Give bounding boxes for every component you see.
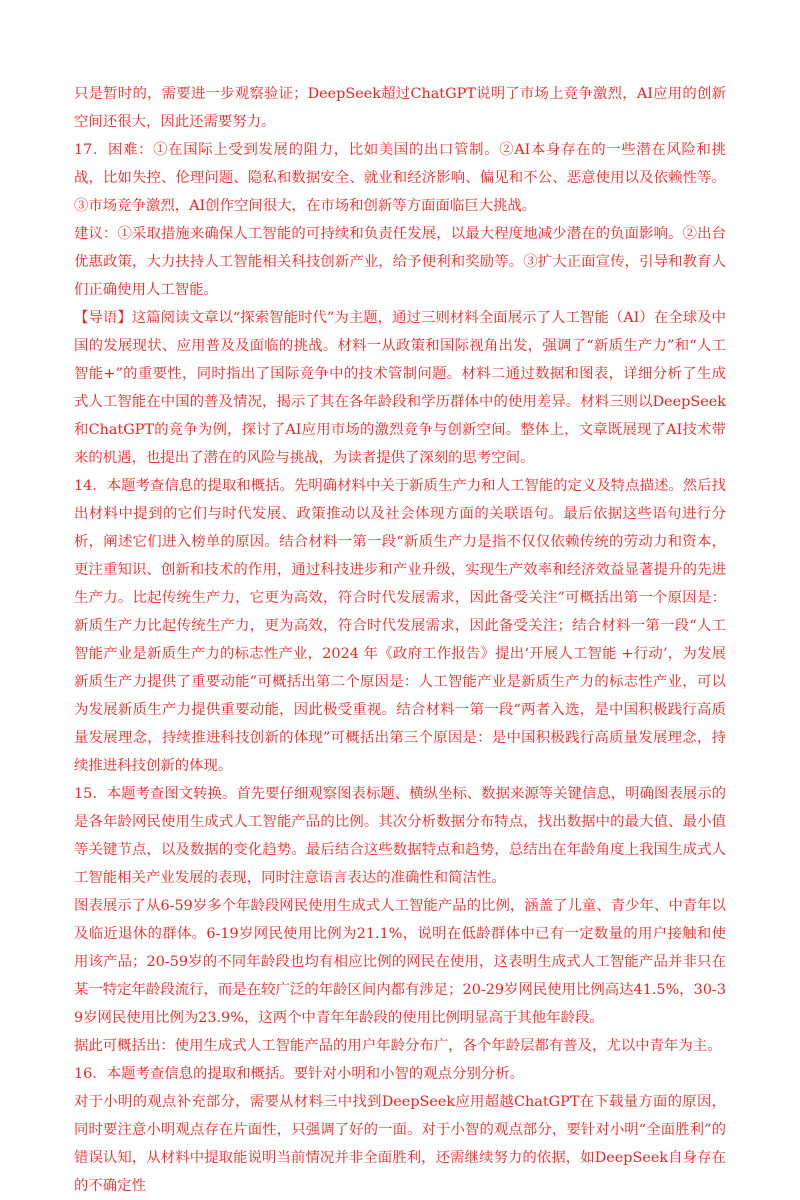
paragraph-q14: 14．本题考查信息的提取和概括。先明确材料中关于新质生产力和人工智能的定义及特点描述。然后找出材料中提到的它们与时代发展、政策推动以及社会体现方面的关联语句。最后依据这些语句进行分析，阐述它们进入榜单的原因。结合材料一第一段“新质生产力是指不仅仅依赖传统的劳动力和资本，更注重知识、创新和技术的作用，通过科技进步和产业升级，实现生产效率和经济效益显著提升的先进生产力。比起传统生产力，它更为高效，符合时代发展需求，因此备受关注”可概括出第一个原因是：新质生产力比起传统生产力，更为高效，符合时代发展需求，因此备受关注；结合材料一第一段“人工智能产业是新质生产力的标志性产业，2024 年《政府工作报告》提出‘开展人工智能 +行动’，为发展新质生产力提供了重要动能”可概括出第二个原因是：人工智能产业是新质生产力的标志性产业，可以为发展新质生产力提供重要动能，因此极受重视。结合材料一第一段“两者入选，是中国积极践行高质量发展理念，持续推进科技创新的体现”可概括出第三个原因是：是中国积极践行高质量发展理念，持续推进科技创新的体现。 [74,478,726,774]
paragraph-q16: 16．本题考查信息的提取和概括。要针对小明和小智的观点分别分析。 [74,1066,525,1082]
document-body [74,80,726,1200]
paragraph-q17-suggestions: 建议：①采取措施来确保人工智能的可持续和负责任发展，以最大程度地减少潜在的负面影响。②出台优惠政策，大力扶持人工智能相关科技创新产业，给予便利和奖励等。③扩大正面宣传，引导和教育人们正确使用人工智能。 [74,226,726,298]
paragraph-q15-conclusion: 据此可概括出：使用生成式人工智能产品的用户年龄分布广，各个年龄层都有普及，尤以中青年为主。 [74,1038,722,1054]
paragraph-q16-analysis: 对于小明的观点补充部分，需要从材料三中找到DeepSeek应用超越ChatGPT在下载量方面的原因，同时要注意小明观点存在片面性，只强调了好的一面。对于小智的观点部分，要针对小明“全面胜利”的错误认知，从材料中提取能说明当前情况并非全面胜利，还需继续努力的依据，如DeepSeek自身存在的不确定性 [74,1094,726,1194]
paragraph-q15: 15．本题考查图文转换。首先要仔细观察图表标题、横纵坐标、数据来源等关键信息，明确图表展示的是各年龄网民使用生成式人工智能产品的比例。其次分析数据分布特点，找出数据中的最大值、最小值等关键节点，以及数据的变化趋势。最后结合这些数据特点和趋势，总结出在年龄角度上我国生成式人工智能相关产业发展的表现，同时注意语言表达的准确性和简洁性。 [74,786,726,886]
paragraph-q15-chart-analysis: 图表展示了从6-59岁多个年龄段网民使用生成式人工智能产品的比例，涵盖了儿童、青少年、中青年以及临近退休的群体。6-19岁网民使用比例为21.1%，说明在低龄群体中已有一定数量的用户接触和使用该产品；20-59岁的不同年龄段也均有相应比例的网民在使用，这表明生成式人工智能产品并非只在某一特定年龄段流行，而是在较广泛的年龄区间内都有涉足；20-29岁网民使用比例高达41.5%，30-39岁网民使用比例为23.9%，这两个中青年年龄段的使用比例明显高于其他年龄段。 [74,898,726,1026]
paragraph-q17-difficulties: 17．困难：①在国际上受到发展的阻力，比如美国的出口管制。②AI本身存在的一些潜在风险和挑战，比如失控、伦理问题、隐私和数据安全、就业和经济影响、偏见和不公、恶意使用以及依赖性等。③市场竞争激烈，AI创作空间很大，在市场和创新等方面面临巨大挑战。 [74,142,726,214]
paragraph-continuation: 只是暂时的，需要进一步观察验证；DeepSeek超过ChatGPT说明了市场上竞争激烈，AI应用的创新空间还很大，因此还需要努力。 [74,86,726,130]
paragraph-introduction: 【导语】这篇阅读文章以“探索智能时代”为主题，通过三则材料全面展示了人工智能（AI）在全球及中国的发展现状、应用普及及面临的挑战。材料一从政策和国际视角出发，强调了“新质生产力”和“人工智能+”的重要性，同时指出了国际竞争中的技术管制问题。材料二通过数据和图表，详细分析了生成式人工智能在中国的普及情况，揭示了其在各年龄段和学历群体中的使用差异。材料三则以DeepSeek和ChatGPT的竞争为例，探讨了AI应用市场的激烈竞争与创新空间。整体上，文章既展现了AI技术带来的机遇，也提出了潜在的风险与挑战，为读者提供了深刻的思考空间。 [74,310,726,466]
